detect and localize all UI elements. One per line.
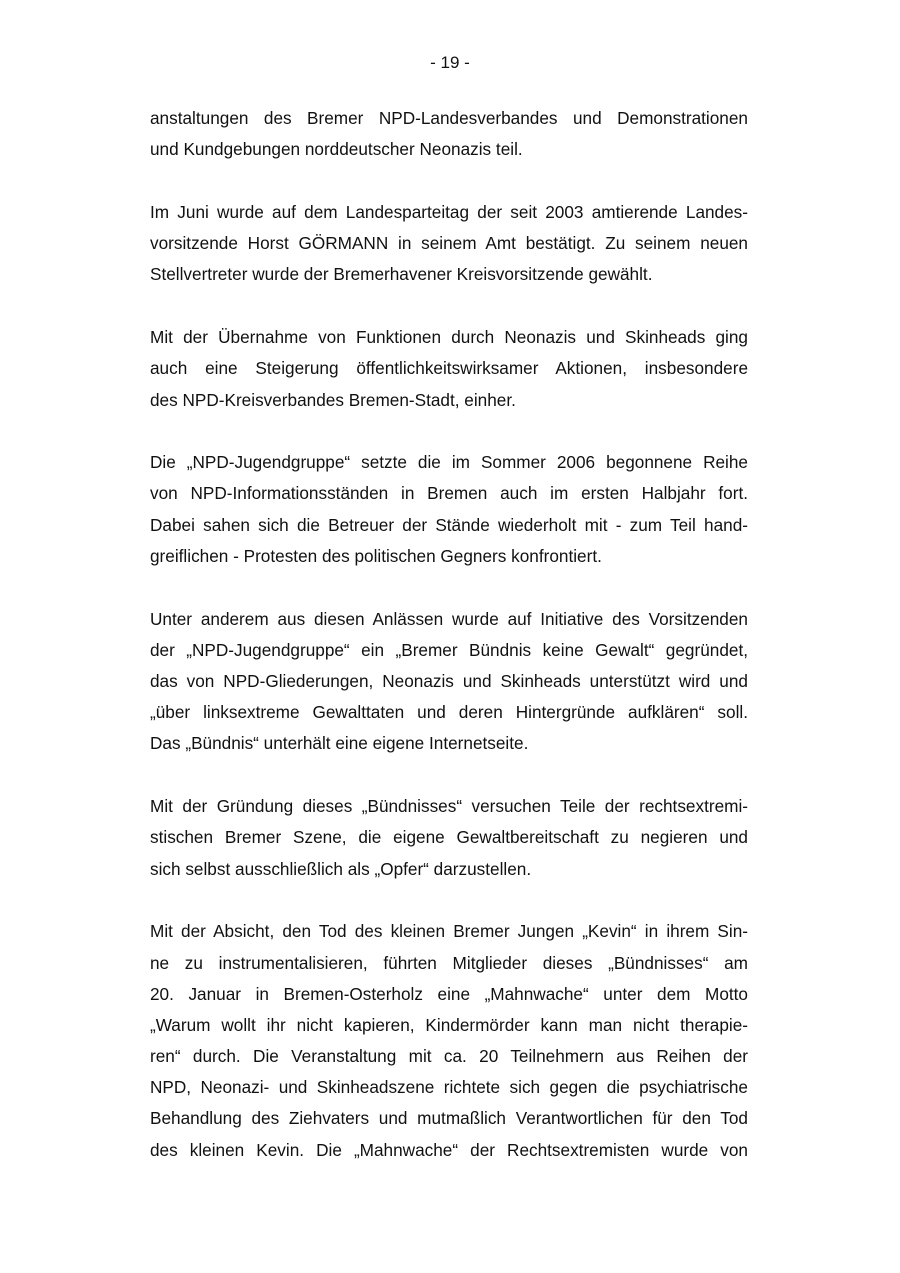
text-line: stischen Bremer Szene, die eigene Gewaltbereitschaft zu negieren und (150, 827, 748, 848)
text-line: Stellvertreter wurde der Bremerhavener Kreisvorsitzende gewählt. (150, 264, 653, 285)
text-line: vorsitzende Horst GÖRMANN in seinem Amt bestätigt. Zu seinem neuen (150, 233, 748, 254)
text-line: „über linksextreme Gewalttaten und deren Hintergründe aufklären“ soll. (150, 702, 748, 723)
text-line: Die „NPD-Jugendgruppe“ setzte die im Sommer 2006 begonnene Reihe (150, 452, 748, 473)
text-line: sich selbst ausschließlich als „Opfer“ darzustellen. (150, 858, 532, 879)
text-line: greiflichen - Protesten des politischen Gegners konfrontiert. (150, 545, 602, 566)
paragraph (150, 322, 748, 416)
paragraph (150, 197, 748, 291)
document-body (150, 103, 748, 1166)
text-line: Im Juni wurde auf dem Landesparteitag der seit 2003 amtierende Landes- (150, 201, 748, 222)
text-line: Mit der Gründung dieses „Bündnisses“ versuchen Teile der rechtsextremi- (150, 796, 748, 817)
text-line: „Warum wollt ihr nicht kapieren, Kindermörder kann man nicht therapie- (150, 1014, 748, 1035)
text-line: Das „Bündnis“ unterhält eine eigene Internetseite. (150, 733, 529, 754)
page-number: - 19 - (430, 53, 470, 72)
text-line: des kleinen Kevin. Die „Mahnwache“ der Rechtsextremisten wurde von (150, 1139, 748, 1160)
paragraph (150, 103, 748, 165)
text-line: Mit der Absicht, den Tod des kleinen Bremer Jungen „Kevin“ in ihrem Sin- (150, 921, 748, 942)
paragraph (150, 447, 748, 572)
paragraph (150, 916, 748, 1166)
text-line: Behandlung des Ziehvaters und mutmaßlich Verantwortlichen für den Tod (150, 1108, 748, 1129)
paragraph (150, 791, 748, 885)
text-line: und Kundgebungen norddeutscher Neonazis teil. (150, 139, 523, 160)
text-line: des NPD-Kreisverbandes Bremen-Stadt, einher. (150, 389, 516, 410)
text-line: anstaltungen des Bremer NPD-Landesverbandes und Demonstrationen (150, 108, 748, 128)
text-line: 20. Januar in Bremen-Osterholz eine „Mahnwache“ unter dem Motto (150, 983, 748, 1004)
text-line: von NPD-Informationsständen in Bremen auch im ersten Halbjahr fort. (150, 483, 748, 504)
text-line: der „NPD-Jugendgruppe“ ein „Bremer Bündnis keine Gewalt“ gegründet, (150, 639, 748, 660)
text-line: auch eine Steigerung öffentlichkeitswirksamer Aktionen, insbesondere (150, 358, 748, 379)
text-line: ne zu instrumentalisieren, führten Mitglieder dieses „Bündnisses“ am (150, 952, 748, 973)
text-line: ren“ durch. Die Veranstaltung mit ca. 20 Teilnehmern aus Reihen der (150, 1046, 748, 1067)
text-line: Dabei sahen sich die Betreuer der Stände wiederholt mit - zum Teil hand- (150, 514, 748, 535)
text-line: Mit der Übernahme von Funktionen durch Neonazis und Skinheads ging (150, 327, 748, 348)
text-line: das von NPD-Gliederungen, Neonazis und Skinheads unterstützt wird und (150, 671, 748, 691)
text-line: Unter anderem aus diesen Anlässen wurde auf Initiative des Vorsitzenden (150, 608, 748, 629)
paragraph (150, 604, 748, 760)
text-line: NPD, Neonazi- und Skinheadszene richtete sich gegen die psychiatrische (150, 1077, 748, 1098)
